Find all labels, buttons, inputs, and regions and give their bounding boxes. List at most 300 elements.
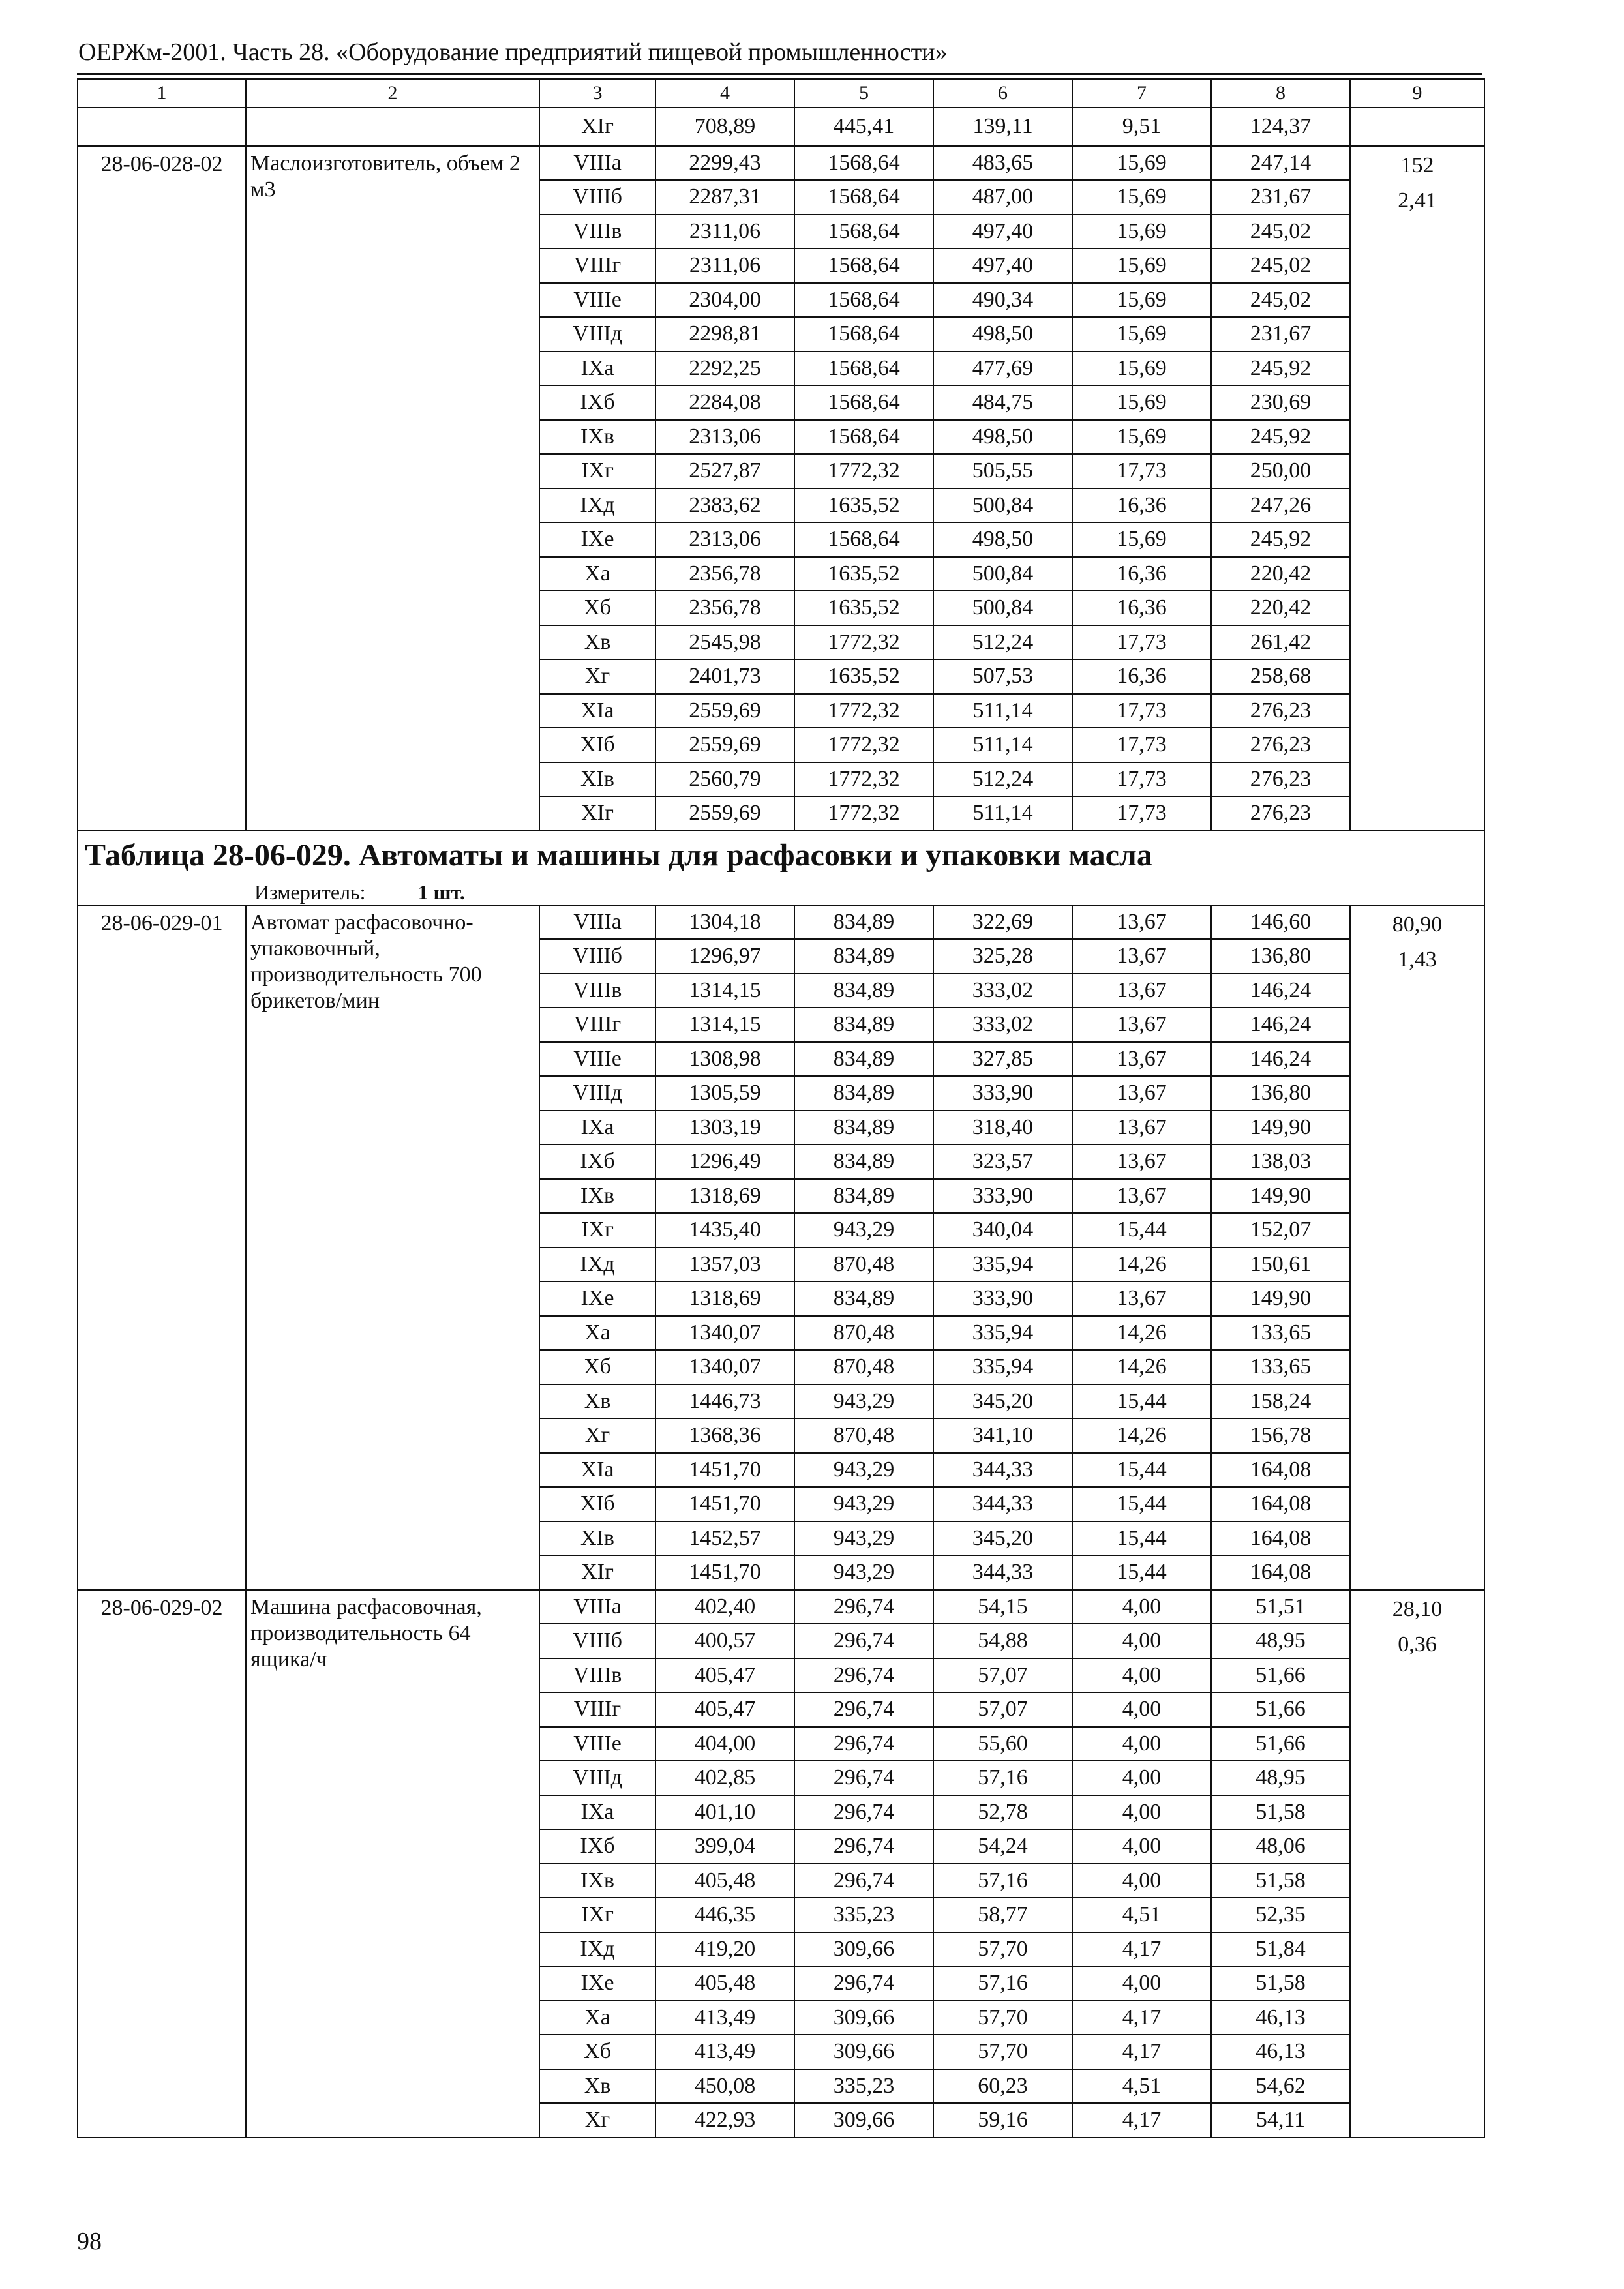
value-cell: 54,88 <box>933 1624 1072 1658</box>
value-cell: 490,34 <box>933 283 1072 318</box>
value-cell: 48,95 <box>1211 1624 1350 1658</box>
value-cell: 4,00 <box>1072 1692 1211 1727</box>
zone-cell: IXе <box>539 1966 655 2001</box>
value-cell: 1568,64 <box>794 385 933 420</box>
value-cell: 507,53 <box>933 659 1072 694</box>
value-cell: 2292,25 <box>655 352 794 386</box>
zone-cell: VIIIв <box>539 215 655 249</box>
value-cell: 834,89 <box>794 1281 933 1316</box>
value-cell: 15,69 <box>1072 522 1211 557</box>
name-cell <box>246 108 539 146</box>
value-cell: 46,13 <box>1211 2035 1350 2069</box>
value-cell: 2559,69 <box>655 728 794 762</box>
value-cell: 325,28 <box>933 939 1072 974</box>
value-cell: 54,11 <box>1211 2103 1350 2138</box>
value-cell: 335,94 <box>933 1350 1072 1384</box>
value-cell: 13,67 <box>1072 1076 1211 1111</box>
zone-cell: XIг <box>539 108 655 146</box>
value-cell: 943,29 <box>794 1487 933 1521</box>
value-cell: 296,74 <box>794 1761 933 1795</box>
value-cell: 138,03 <box>1211 1144 1350 1179</box>
value-cell: 870,48 <box>794 1350 933 1384</box>
value-cell: 1451,70 <box>655 1555 794 1590</box>
item-name: Маслоизготовитель, объем 2 м3 <box>246 146 539 831</box>
value-cell: 15,69 <box>1072 215 1211 249</box>
value-cell: 497,40 <box>933 215 1072 249</box>
zone-cell: Xв <box>539 625 655 660</box>
value-cell: 149,90 <box>1211 1111 1350 1145</box>
value-cell: 52,78 <box>933 1795 1072 1830</box>
value-cell: 245,02 <box>1211 283 1350 318</box>
zone-cell: VIIIа <box>539 146 655 181</box>
value-cell: 296,74 <box>794 1795 933 1830</box>
value-cell: 500,84 <box>933 557 1072 591</box>
value-cell: 450,08 <box>655 2069 794 2104</box>
value-cell: 511,14 <box>933 796 1072 831</box>
table-row <box>78 1590 1484 1624</box>
zone-cell: Xб <box>539 2035 655 2069</box>
value-cell: 402,40 <box>655 1590 794 1624</box>
zone-cell: IXб <box>539 385 655 420</box>
value-cell: 1446,73 <box>655 1384 794 1419</box>
zone-cell: VIIIб <box>539 180 655 215</box>
item-name: Машина расфасовочная, производительность 64 ящика/ч <box>246 1590 539 2138</box>
col9-value: 80,90 <box>1392 912 1443 936</box>
value-cell: 333,90 <box>933 1076 1072 1111</box>
value-cell: 296,74 <box>794 1727 933 1761</box>
zone-cell: IXа <box>539 1111 655 1145</box>
zone-cell: XIб <box>539 728 655 762</box>
zone-cell: IXд <box>539 1932 655 1967</box>
value-cell: 405,48 <box>655 1966 794 2001</box>
header-rule <box>77 73 1482 75</box>
value-cell: 133,65 <box>1211 1316 1350 1351</box>
zone-cell: IXд <box>539 1248 655 1282</box>
value-cell: 511,14 <box>933 728 1072 762</box>
value-cell: 15,69 <box>1072 283 1211 318</box>
value-cell: 1452,57 <box>655 1521 794 1556</box>
table-row <box>78 146 1484 181</box>
value-cell: 1568,64 <box>794 215 933 249</box>
value-cell: 156,78 <box>1211 1418 1350 1453</box>
zone-cell: XIа <box>539 694 655 728</box>
value-cell: 1772,32 <box>794 728 933 762</box>
col9-value: 0,36 <box>1398 1632 1437 1656</box>
zone-cell: XIг <box>539 1555 655 1590</box>
item-code: 28-06-029-01 <box>78 905 246 1590</box>
value-cell: 150,61 <box>1211 1248 1350 1282</box>
value-cell: 1568,64 <box>794 522 933 557</box>
value-cell: 943,29 <box>794 1384 933 1419</box>
value-cell: 46,13 <box>1211 2001 1350 2035</box>
value-cell: 405,47 <box>655 1658 794 1693</box>
value-cell: 2313,06 <box>655 522 794 557</box>
zone-cell: IXг <box>539 1213 655 1248</box>
value-cell: 60,23 <box>933 2069 1072 2104</box>
zone-cell: Xг <box>539 659 655 694</box>
value-cell: 405,48 <box>655 1864 794 1898</box>
value-cell: 834,89 <box>794 1042 933 1077</box>
value-cell: 4,17 <box>1072 2001 1211 2035</box>
value-cell: 296,74 <box>794 1692 933 1727</box>
value-cell: 1568,64 <box>794 146 933 181</box>
value-cell: 276,23 <box>1211 762 1350 797</box>
value-cell: 4,00 <box>1072 1829 1211 1864</box>
value-cell: 327,85 <box>933 1042 1072 1077</box>
zone-cell: IXг <box>539 1898 655 1932</box>
value-cell: 58,77 <box>933 1898 1072 1932</box>
zone-cell: IXа <box>539 1795 655 1830</box>
value-cell: 48,95 <box>1211 1761 1350 1795</box>
item-code: 28-06-028-02 <box>78 146 246 831</box>
value-cell: 296,74 <box>794 1624 933 1658</box>
zone-cell: XIб <box>539 1487 655 1521</box>
value-cell: 247,14 <box>1211 146 1350 181</box>
column-number: 5 <box>794 79 933 108</box>
column-number: 1 <box>78 79 246 108</box>
value-cell: 149,90 <box>1211 1179 1350 1214</box>
value-cell: 4,00 <box>1072 1658 1211 1693</box>
value-cell: 309,66 <box>794 2103 933 2138</box>
zone-cell: VIIIг <box>539 1692 655 1727</box>
zone-cell: Xа <box>539 557 655 591</box>
value-cell: 51,66 <box>1211 1658 1350 1693</box>
value-cell: 48,06 <box>1211 1829 1350 1864</box>
zone-cell: VIIIг <box>539 1008 655 1042</box>
value-cell: 57,07 <box>933 1692 1072 1727</box>
zone-cell: IXд <box>539 488 655 523</box>
value-cell: 511,14 <box>933 694 1072 728</box>
value-cell: 247,26 <box>1211 488 1350 523</box>
value-cell: 834,89 <box>794 1179 933 1214</box>
value-cell: 400,57 <box>655 1624 794 1658</box>
value-cell: 1772,32 <box>794 454 933 488</box>
value-cell: 57,16 <box>933 1966 1072 2001</box>
value-cell: 13,67 <box>1072 1144 1211 1179</box>
value-cell: 15,69 <box>1072 180 1211 215</box>
value-cell: 2299,43 <box>655 146 794 181</box>
zone-cell: Xв <box>539 1384 655 1419</box>
value-cell: 296,74 <box>794 1590 933 1624</box>
value-cell: 943,29 <box>794 1453 933 1488</box>
zone-cell: IXб <box>539 1829 655 1864</box>
value-cell: 54,24 <box>933 1829 1072 1864</box>
value-cell: 15,44 <box>1072 1213 1211 1248</box>
value-cell: 1314,15 <box>655 974 794 1008</box>
zone-cell: Xб <box>539 1350 655 1384</box>
unit-label: Измеритель: <box>254 880 366 904</box>
col9-cell <box>1350 146 1484 831</box>
table-title-row <box>78 831 1484 880</box>
value-cell: 318,40 <box>933 1111 1072 1145</box>
value-cell: 834,89 <box>794 974 933 1008</box>
value-cell: 51,58 <box>1211 1864 1350 1898</box>
page-number: 98 <box>77 2228 102 2255</box>
value-cell: 17,73 <box>1072 694 1211 728</box>
unit-cell <box>78 880 1484 905</box>
value-cell: 708,89 <box>655 108 794 146</box>
value-cell: 59,16 <box>933 2103 1072 2138</box>
value-cell: 14,26 <box>1072 1350 1211 1384</box>
value-cell: 51,66 <box>1211 1727 1350 1761</box>
col9-value: 1,43 <box>1398 947 1437 972</box>
value-cell: 1568,64 <box>794 283 933 318</box>
value-cell: 139,11 <box>933 108 1072 146</box>
value-cell: 149,90 <box>1211 1281 1350 1316</box>
value-cell: 13,67 <box>1072 1008 1211 1042</box>
zone-cell: Xб <box>539 591 655 625</box>
value-cell: 512,24 <box>933 762 1072 797</box>
col9-value: 28,10 <box>1392 1596 1443 1621</box>
value-cell: 943,29 <box>794 1213 933 1248</box>
value-cell: 57,16 <box>933 1761 1072 1795</box>
value-cell: 1314,15 <box>655 1008 794 1042</box>
zone-cell: IXб <box>539 1144 655 1179</box>
value-cell: 146,24 <box>1211 1008 1350 1042</box>
zone-cell: Xа <box>539 2001 655 2035</box>
value-cell: 231,67 <box>1211 180 1350 215</box>
value-cell: 1340,07 <box>655 1316 794 1351</box>
code-cell <box>78 108 246 146</box>
value-cell: 1368,36 <box>655 1418 794 1453</box>
value-cell: 1568,64 <box>794 317 933 352</box>
value-cell: 15,69 <box>1072 146 1211 181</box>
zone-cell: VIIIв <box>539 1658 655 1693</box>
col9-cell <box>1350 108 1484 146</box>
value-cell: 1568,64 <box>794 180 933 215</box>
value-cell: 15,44 <box>1072 1555 1211 1590</box>
value-cell: 345,20 <box>933 1521 1072 1556</box>
value-cell: 344,33 <box>933 1555 1072 1590</box>
value-cell: 4,00 <box>1072 1727 1211 1761</box>
zone-cell: Xг <box>539 2103 655 2138</box>
value-cell: 16,36 <box>1072 591 1211 625</box>
value-cell: 344,33 <box>933 1453 1072 1488</box>
value-cell: 834,89 <box>794 905 933 940</box>
value-cell: 413,49 <box>655 2035 794 2069</box>
value-cell: 14,26 <box>1072 1248 1211 1282</box>
value-cell: 15,69 <box>1072 352 1211 386</box>
table-row <box>78 905 1484 940</box>
zone-cell: VIIIб <box>539 1624 655 1658</box>
zone-cell: Xа <box>539 1316 655 1351</box>
unit-value: 1 шт. <box>417 880 465 904</box>
value-cell: 943,29 <box>794 1521 933 1556</box>
value-cell: 158,24 <box>1211 1384 1350 1419</box>
zone-cell: Xв <box>539 2069 655 2104</box>
value-cell: 834,89 <box>794 1076 933 1111</box>
value-cell: 870,48 <box>794 1248 933 1282</box>
value-cell: 1303,19 <box>655 1111 794 1145</box>
value-cell: 1296,49 <box>655 1144 794 1179</box>
item-name: Автомат расфасовочно-упаковочный, производительность 700 брикетов/мин <box>246 905 539 1590</box>
zone-cell: IXа <box>539 352 655 386</box>
value-cell: 498,50 <box>933 522 1072 557</box>
column-number: 4 <box>655 79 794 108</box>
value-cell: 1568,64 <box>794 420 933 455</box>
value-cell: 500,84 <box>933 488 1072 523</box>
value-cell: 333,90 <box>933 1281 1072 1316</box>
value-cell: 15,44 <box>1072 1521 1211 1556</box>
value-cell: 136,80 <box>1211 939 1350 974</box>
value-cell: 309,66 <box>794 2035 933 2069</box>
col9-cell <box>1350 1590 1484 2138</box>
unit-row <box>78 880 1484 905</box>
value-cell: 245,92 <box>1211 352 1350 386</box>
zone-cell: VIIIе <box>539 283 655 318</box>
value-cell: 51,84 <box>1211 1932 1350 1967</box>
value-cell: 245,02 <box>1211 248 1350 283</box>
zone-cell: Xг <box>539 1418 655 1453</box>
value-cell: 2559,69 <box>655 694 794 728</box>
value-cell: 870,48 <box>794 1316 933 1351</box>
value-cell: 1308,98 <box>655 1042 794 1077</box>
value-cell: 2356,78 <box>655 557 794 591</box>
value-cell: 445,41 <box>794 108 933 146</box>
value-cell: 1296,97 <box>655 939 794 974</box>
value-cell: 500,84 <box>933 591 1072 625</box>
value-cell: 296,74 <box>794 1658 933 1693</box>
value-cell: 419,20 <box>655 1932 794 1967</box>
value-cell: 245,02 <box>1211 215 1350 249</box>
value-cell: 2311,06 <box>655 215 794 249</box>
value-cell: 1635,52 <box>794 488 933 523</box>
value-cell: 2559,69 <box>655 796 794 831</box>
value-cell: 15,69 <box>1072 248 1211 283</box>
zone-cell: VIIIд <box>539 1076 655 1111</box>
value-cell: 1451,70 <box>655 1453 794 1488</box>
value-cell: 4,00 <box>1072 1761 1211 1795</box>
value-cell: 1304,18 <box>655 905 794 940</box>
value-cell: 2527,87 <box>655 454 794 488</box>
value-cell: 13,67 <box>1072 1042 1211 1077</box>
value-cell: 57,70 <box>933 2035 1072 2069</box>
zone-cell: XIв <box>539 1521 655 1556</box>
zone-cell: XIв <box>539 762 655 797</box>
value-cell: 399,04 <box>655 1829 794 1864</box>
value-cell: 498,50 <box>933 317 1072 352</box>
value-cell: 54,15 <box>933 1590 1072 1624</box>
value-cell: 1772,32 <box>794 625 933 660</box>
zone-cell: VIIIг <box>539 248 655 283</box>
zone-cell: IXе <box>539 522 655 557</box>
value-cell: 146,24 <box>1211 1042 1350 1077</box>
zone-cell: VIIIд <box>539 1761 655 1795</box>
value-cell: 4,00 <box>1072 1795 1211 1830</box>
value-cell: 322,69 <box>933 905 1072 940</box>
zone-cell: VIIIа <box>539 1590 655 1624</box>
value-cell: 405,47 <box>655 1692 794 1727</box>
value-cell: 2298,81 <box>655 317 794 352</box>
value-cell: 57,16 <box>933 1864 1072 1898</box>
value-cell: 335,23 <box>794 1898 933 1932</box>
table-row <box>78 108 1484 146</box>
value-cell: 57,70 <box>933 1932 1072 1967</box>
value-cell: 51,66 <box>1211 1692 1350 1727</box>
value-cell: 1318,69 <box>655 1179 794 1214</box>
value-cell: 54,62 <box>1211 2069 1350 2104</box>
value-cell: 1772,32 <box>794 762 933 797</box>
value-cell: 15,44 <box>1072 1453 1211 1488</box>
value-cell: 15,69 <box>1072 385 1211 420</box>
zone-cell: VIIIе <box>539 1727 655 1761</box>
value-cell: 402,85 <box>655 1761 794 1795</box>
value-cell: 152,07 <box>1211 1213 1350 1248</box>
value-cell: 13,67 <box>1072 939 1211 974</box>
value-cell: 1357,03 <box>655 1248 794 1282</box>
zone-cell: IXв <box>539 1864 655 1898</box>
zone-cell: VIIIе <box>539 1042 655 1077</box>
value-cell: 422,93 <box>655 2103 794 2138</box>
zone-cell: VIIIа <box>539 905 655 940</box>
value-cell: 335,94 <box>933 1248 1072 1282</box>
value-cell: 276,23 <box>1211 796 1350 831</box>
value-cell: 1635,52 <box>794 557 933 591</box>
value-cell: 231,67 <box>1211 317 1350 352</box>
value-cell: 2401,73 <box>655 659 794 694</box>
zone-cell: VIIIд <box>539 317 655 352</box>
value-cell: 4,00 <box>1072 1864 1211 1898</box>
value-cell: 2304,00 <box>655 283 794 318</box>
value-cell: 413,49 <box>655 2001 794 2035</box>
value-cell: 2356,78 <box>655 591 794 625</box>
value-cell: 341,10 <box>933 1418 1072 1453</box>
value-cell: 57,70 <box>933 2001 1072 2035</box>
value-cell: 401,10 <box>655 1795 794 1830</box>
value-cell: 14,26 <box>1072 1418 1211 1453</box>
value-cell: 497,40 <box>933 248 1072 283</box>
value-cell: 1568,64 <box>794 248 933 283</box>
value-cell: 13,67 <box>1072 905 1211 940</box>
price-table <box>77 78 1485 2138</box>
value-cell: 1340,07 <box>655 1350 794 1384</box>
value-cell: 335,94 <box>933 1316 1072 1351</box>
value-cell: 164,08 <box>1211 1487 1350 1521</box>
value-cell: 51,58 <box>1211 1795 1350 1830</box>
value-cell: 2313,06 <box>655 420 794 455</box>
value-cell: 834,89 <box>794 1111 933 1145</box>
item-code: 28-06-029-02 <box>78 1590 246 2138</box>
value-cell: 4,17 <box>1072 2035 1211 2069</box>
value-cell: 136,80 <box>1211 1076 1350 1111</box>
value-cell: 1772,32 <box>794 694 933 728</box>
value-cell: 230,69 <box>1211 385 1350 420</box>
value-cell: 1772,32 <box>794 796 933 831</box>
value-cell: 1451,70 <box>655 1487 794 1521</box>
value-cell: 309,66 <box>794 2001 933 2035</box>
value-cell: 15,69 <box>1072 317 1211 352</box>
value-cell: 51,51 <box>1211 1590 1350 1624</box>
zone-cell: VIIIв <box>539 974 655 1008</box>
value-cell: 296,74 <box>794 1966 933 2001</box>
col9-cell <box>1350 905 1484 1590</box>
value-cell: 296,74 <box>794 1829 933 1864</box>
value-cell: 4,17 <box>1072 1932 1211 1967</box>
column-number-row <box>78 79 1484 108</box>
value-cell: 2560,79 <box>655 762 794 797</box>
value-cell: 870,48 <box>794 1418 933 1453</box>
value-cell: 4,17 <box>1072 2103 1211 2138</box>
column-number: 6 <box>933 79 1072 108</box>
value-cell: 309,66 <box>794 1932 933 1967</box>
value-cell: 276,23 <box>1211 694 1350 728</box>
value-cell: 2383,62 <box>655 488 794 523</box>
value-cell: 4,51 <box>1072 1898 1211 1932</box>
value-cell: 15,69 <box>1072 420 1211 455</box>
value-cell: 2311,06 <box>655 248 794 283</box>
column-number: 3 <box>539 79 655 108</box>
value-cell: 13,67 <box>1072 1111 1211 1145</box>
